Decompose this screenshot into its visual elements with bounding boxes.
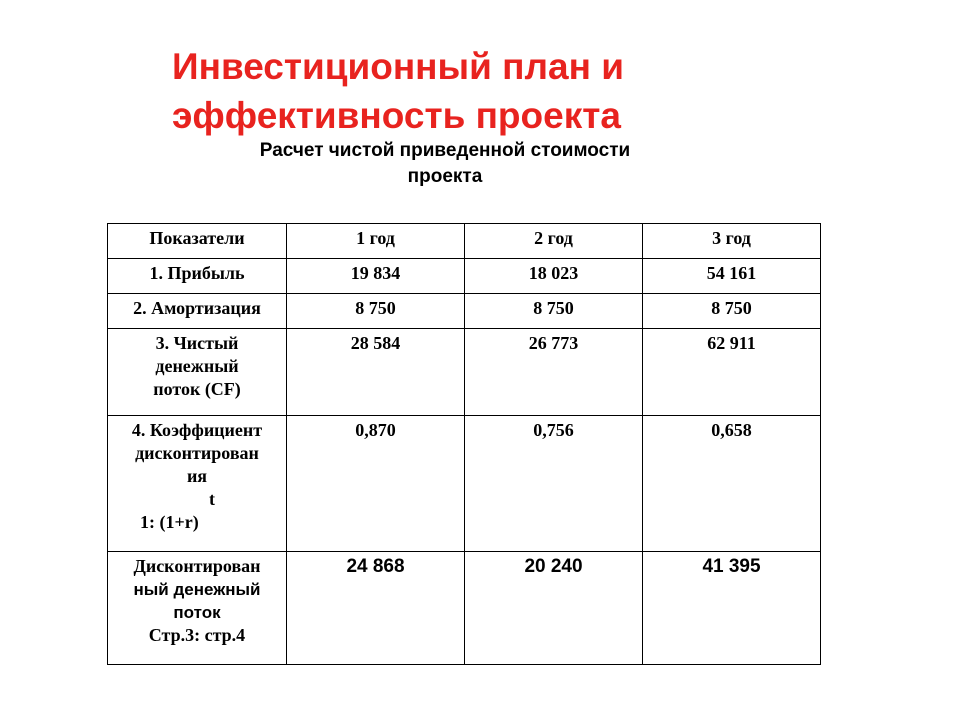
npv-table [107, 223, 821, 665]
value-cell: 0,870 [287, 416, 465, 552]
header-row [108, 224, 821, 259]
row-label-line: 4. Коэффициент [131, 420, 263, 440]
table-row-amortization [108, 294, 821, 329]
row-label-line: Дисконтирован [133, 556, 261, 576]
row-label-line: 1: (1+r) [140, 512, 199, 532]
row-label [108, 416, 287, 552]
row-label-line: 3. Чистый [155, 333, 239, 353]
row-label-line: поток [173, 603, 221, 622]
row-label-line: Стр.3: стр.4 [148, 625, 246, 645]
row-label-line: денежный [155, 356, 239, 376]
row-label-line: ия [186, 466, 208, 486]
value-cell: 28 584 [287, 329, 465, 416]
subtitle-line-2: проекта [407, 166, 483, 187]
row-label [108, 294, 287, 329]
title-line-1: Инвестиционный план и [172, 46, 624, 87]
row-label [108, 552, 287, 665]
title-line-2: эффективность проекта [172, 95, 621, 136]
header-cell-indicators: Показатели [108, 224, 287, 259]
table-row-profit [108, 259, 821, 294]
table-row-cash-flow [108, 329, 821, 416]
row-label [108, 329, 287, 416]
row-label-line: дисконтирован [135, 443, 259, 463]
row-label-line: поток (CF) [153, 379, 241, 399]
row-label [108, 259, 287, 294]
row-label-line: 2. Амортизация [133, 298, 261, 318]
value-cell: 8 750 [287, 294, 465, 329]
value-cell: 19 834 [287, 259, 465, 294]
value-cell: 20 240 [465, 552, 643, 665]
header-cell-year-1: 1 год [287, 224, 465, 259]
table-row-discount-factor [108, 416, 821, 552]
value-cell: 8 750 [465, 294, 643, 329]
value-cell: 24 868 [287, 552, 465, 665]
slide-subtitle [180, 138, 710, 190]
value-cell: 8 750 [643, 294, 821, 329]
value-cell: 41 395 [643, 552, 821, 665]
slide-title [172, 42, 732, 140]
row-label-line: t [209, 489, 215, 509]
value-cell: 62 911 [643, 329, 821, 416]
header-cell-year-3: 3 год [643, 224, 821, 259]
value-cell: 0,756 [465, 416, 643, 552]
row-label-line: ный денежный [133, 580, 261, 599]
header-cell-year-2: 2 год [465, 224, 643, 259]
subtitle-line-1: Расчет чистой приведенной стоимости [259, 140, 631, 161]
value-cell: 26 773 [465, 329, 643, 416]
value-cell: 54 161 [643, 259, 821, 294]
row-label-line: 1. Прибыль [149, 263, 245, 283]
value-cell: 0,658 [643, 416, 821, 552]
value-cell: 18 023 [465, 259, 643, 294]
table-row-discounted-cash-flow [108, 552, 821, 665]
